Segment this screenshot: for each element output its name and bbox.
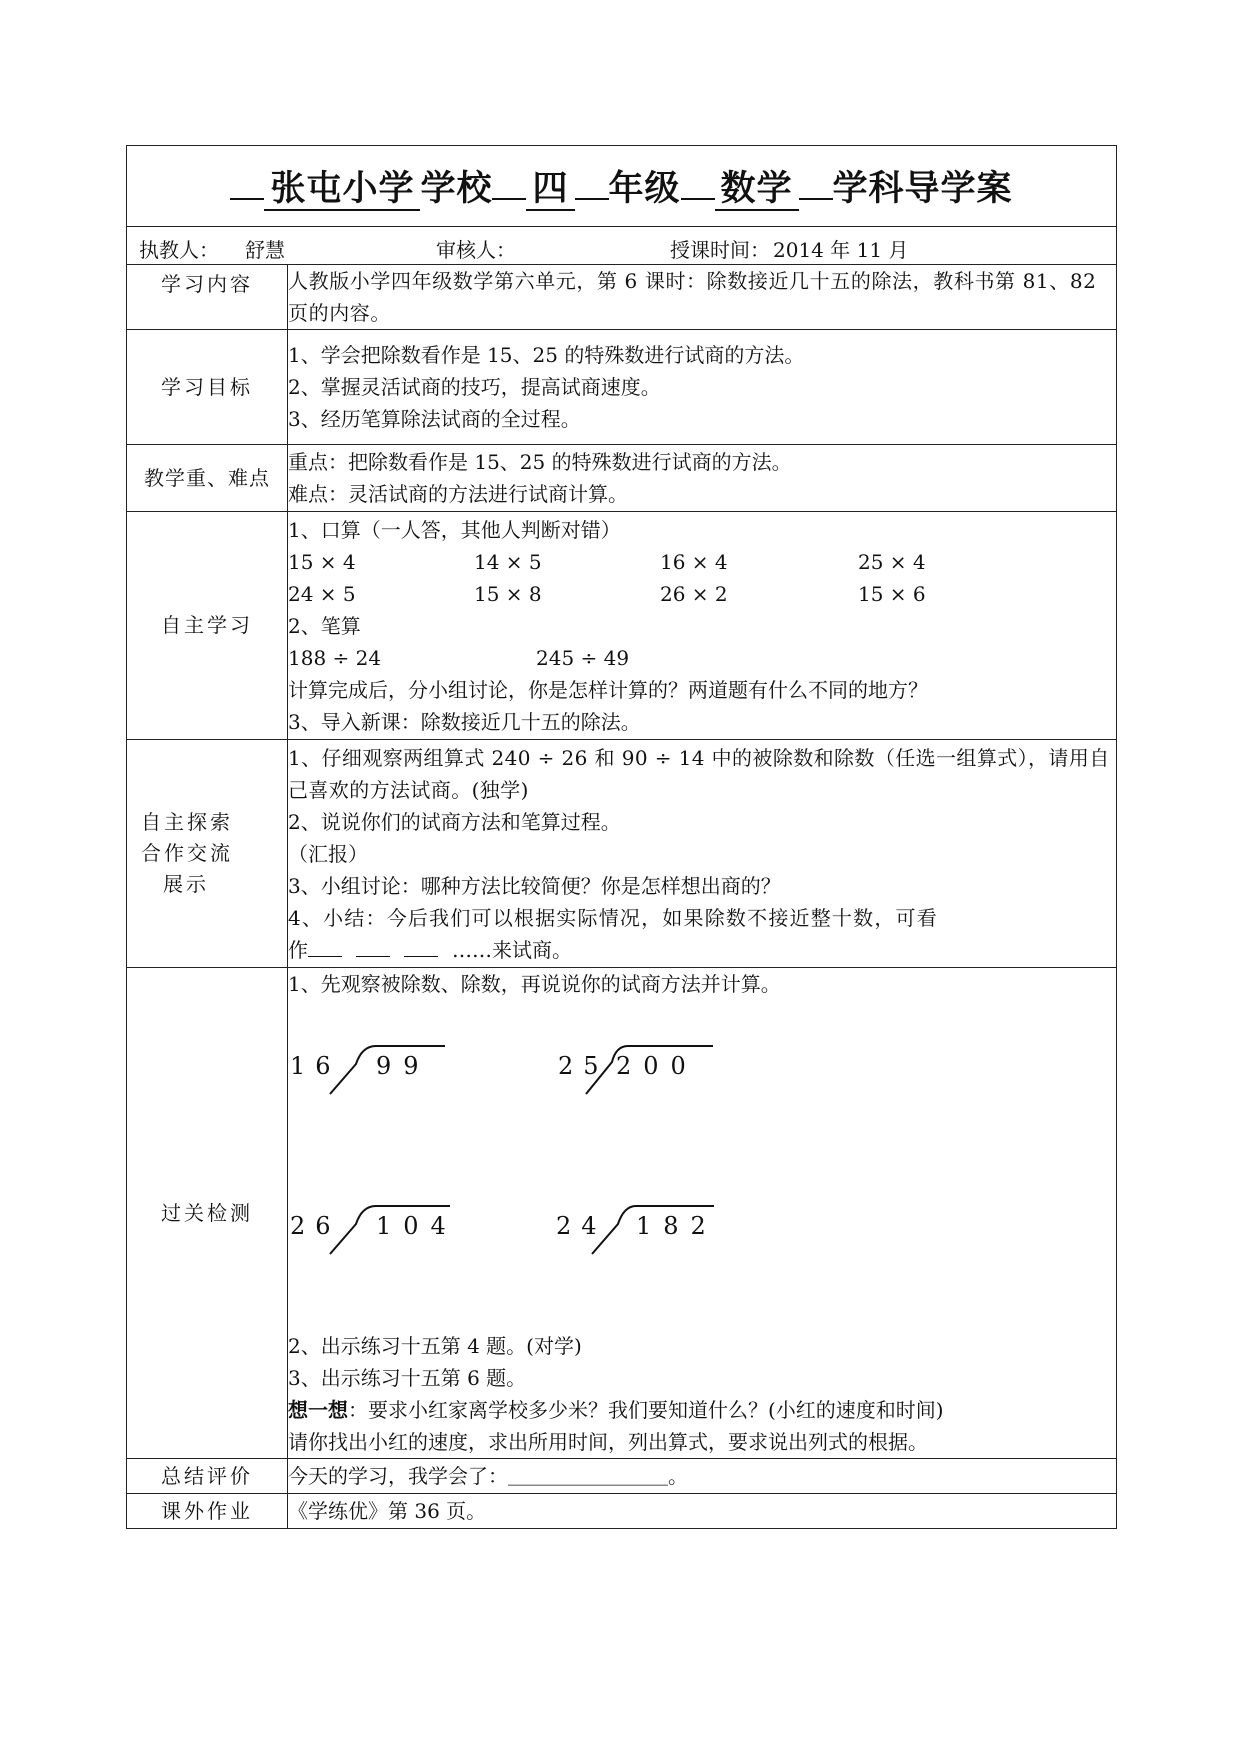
goal-item: 3、经历笔算除法试商的全过程。 bbox=[288, 407, 581, 431]
label-self-study: 自主学习 bbox=[127, 512, 288, 740]
label-explore: 自主探索 合作交流 展示 bbox=[127, 740, 288, 968]
explore-p3: 3、小组讨论：哪种方法比较简便？你是怎样想出商的？ bbox=[288, 873, 781, 898]
goal-item: 2、掌握灵活试商的技巧，提高试商速度。 bbox=[288, 375, 661, 399]
dividend: 182 bbox=[636, 1212, 718, 1240]
think-line: 想一想：要求小红家离学校多少米？我们要知道什么？(小红的速度和时间) bbox=[288, 1398, 944, 1422]
long-division bbox=[290, 1040, 490, 1100]
long-division bbox=[290, 1200, 490, 1260]
divisor: 26 bbox=[290, 1212, 341, 1240]
fill-blank bbox=[356, 934, 390, 957]
school-name: 张屯小学 bbox=[264, 169, 420, 211]
goals-list bbox=[288, 330, 1117, 445]
explore-p2b: （汇报） bbox=[288, 841, 368, 866]
key-list bbox=[288, 445, 1117, 512]
explore-p4b: 作 ……来试商。 bbox=[288, 934, 1116, 966]
dividend: 99 bbox=[376, 1052, 431, 1080]
explore-content bbox=[288, 740, 1117, 968]
long-division bbox=[556, 1200, 756, 1260]
label-homework: 课外作业 bbox=[127, 1494, 288, 1529]
time-value: 2014 年 11 月 bbox=[773, 238, 909, 262]
check-p2: 2、出示练习十五第 4 题。(对学) bbox=[288, 1334, 582, 1358]
time-label: 授课时间： bbox=[670, 238, 770, 262]
label-key: 教学重、难点 bbox=[127, 445, 288, 512]
long-division bbox=[558, 1040, 758, 1100]
label-goals: 学习目标 bbox=[127, 330, 288, 445]
summary-text: 今天的学习，我学会了：＿＿＿＿＿＿＿＿。 bbox=[288, 1459, 1117, 1494]
division-bracket-icon bbox=[558, 1040, 758, 1100]
info-row bbox=[127, 227, 1117, 265]
division-bracket-icon bbox=[290, 1200, 490, 1260]
divisor: 24 bbox=[556, 1212, 607, 1240]
label-check: 过关检测 bbox=[127, 968, 288, 1459]
difficult-point: 难点：灵活试商的方法进行试商计算。 bbox=[288, 482, 628, 506]
grade: 四 bbox=[526, 169, 574, 211]
divisor: 25 bbox=[558, 1052, 609, 1080]
divisor: 16 bbox=[290, 1052, 341, 1080]
self-study-content bbox=[288, 512, 1117, 740]
discuss-text: 计算完成后，分小组讨论，你是怎样计算的？两道题有什么不同的地方？ bbox=[288, 677, 928, 702]
title-cell bbox=[127, 146, 1117, 227]
think-line-2: 请你找出小红的速度，求出所用时间，列出算式，要求说出列式的根据。 bbox=[288, 1430, 928, 1454]
check-p3: 3、出示练习十五第 6 题。 bbox=[288, 1366, 527, 1390]
page-title: 张屯小学 学校 四 年级 数学 学科导学案 bbox=[127, 161, 1116, 211]
oral-row: 24 × 5 15 × 8 26 × 2 15 × 6 bbox=[288, 581, 926, 606]
explore-p4a: 4、小结：今后我们可以根据实际情况，如果除数不接近整十数，可看 bbox=[288, 905, 938, 930]
written-title: 2、笔算 bbox=[288, 613, 361, 638]
executor-name: 舒慧 bbox=[245, 238, 285, 262]
dividend: 200 bbox=[616, 1052, 698, 1080]
label-summary: 总结评价 bbox=[127, 1459, 288, 1494]
written-row: 188 ÷ 24 245 ÷ 49 bbox=[288, 645, 630, 670]
explore-p1: 1、仔细观察两组算式 240 ÷ 26 和 90 ÷ 14 中的被除数和除数（任选一组算式），请用自己喜欢的方法试商。(独学) bbox=[288, 745, 1110, 802]
division-area bbox=[288, 1000, 1116, 1330]
division-bracket-icon bbox=[290, 1040, 490, 1100]
homework-text: 《学练优》第 36 页。 bbox=[288, 1494, 1117, 1529]
fill-blank bbox=[308, 934, 342, 957]
content-text: 人教版小学四年级数学第六单元，第 6 课时：除数接近几十五的除法，教科书第 81、82 页的内容。 bbox=[288, 265, 1117, 330]
subject: 数学 bbox=[715, 169, 799, 211]
key-point: 重点：把除数看作是 15、25 的特殊数进行试商的方法。 bbox=[288, 450, 792, 474]
executor-label: 执教人： bbox=[139, 238, 219, 262]
check-p1: 1、先观察被除数、除数，再说说你的试商方法并计算。 bbox=[288, 972, 781, 996]
explore-p2: 2、说说你们的试商方法和笔算过程。 bbox=[288, 809, 621, 834]
reviewer-label: 审核人： bbox=[436, 238, 516, 262]
goal-item: 1、学会把除数看作是 15、25 的特殊数进行试商的方法。 bbox=[288, 343, 805, 367]
oral-title: 1、口算（一人答，其他人判断对错） bbox=[288, 517, 621, 542]
check-content bbox=[288, 968, 1117, 1459]
label-content: 学习内容 bbox=[127, 265, 288, 330]
fill-blank bbox=[404, 934, 438, 957]
dividend: 104 bbox=[376, 1212, 458, 1240]
intro-text: 3、导入新课：除数接近几十五的除法。 bbox=[288, 709, 641, 734]
lesson-plan-table bbox=[126, 145, 1117, 1529]
division-bracket-icon bbox=[556, 1200, 756, 1260]
oral-row: 15 × 4 14 × 5 16 × 4 25 × 4 bbox=[288, 549, 926, 574]
